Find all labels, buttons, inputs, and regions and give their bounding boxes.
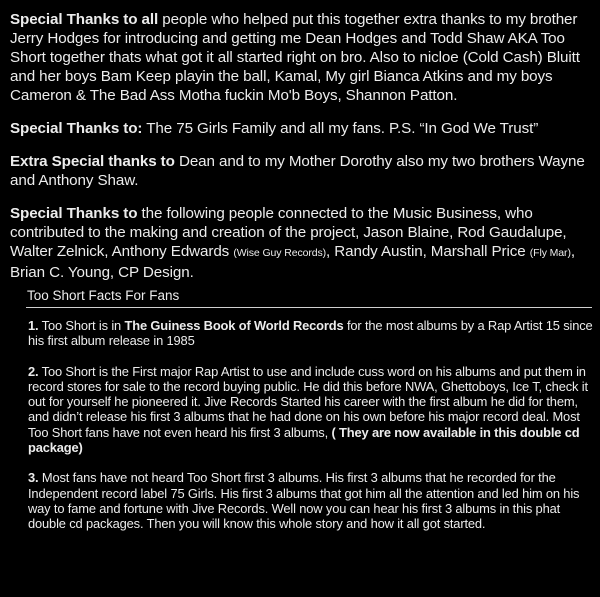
fact-number: 3. — [28, 470, 39, 486]
thanks-paragraph-4 — [10, 204, 592, 282]
thanks-heading: Extra Special thanks to — [10, 153, 175, 170]
fact-item-1 — [28, 318, 593, 349]
fact-item-3 — [28, 470, 593, 531]
thanks-text: , Brian C. Young, CP Design. — [10, 243, 575, 281]
thanks-text: Dean and to my Mother Dorothy also my two brothers Wayne and Anthony Shaw. — [10, 153, 585, 189]
fact-item-2 — [28, 364, 593, 456]
thanks-text: The 75 Girls Family and all my fans. P.S. “In God We Trust” — [142, 120, 539, 137]
fact-number: 2. — [28, 363, 39, 379]
fact-number: 1. — [28, 318, 39, 333]
facts-divider — [26, 307, 592, 308]
thanks-heading: Special Thanks to all — [10, 11, 159, 28]
thanks-text: the following people connected to the Music Business, who contributed to the making and creation of the project, Jason Blaine, Rod Gaudalupe, Walter Zelnick, Anthony Edwards — [10, 205, 567, 260]
fact-text: for the most albums by a Rap Artist 15 since his first album release in 1985 — [28, 318, 593, 349]
label-note: (Fly Mar) — [529, 247, 571, 259]
thanks-paragraph-3 — [10, 152, 592, 190]
facts-title: Too Short Facts For Fans — [27, 288, 180, 303]
thanks-text: , Randy Austin, Marshall Price — [326, 243, 530, 260]
thanks-text: people who helped put this together extra thanks to my brother Jerry Hodges for introducing and getting me Dean Hodges and Todd Shaw AKA Too Short together thats what got it all started right on bro. Also to nicloe (Cold Cash) Bluitt and her boys Bam Keep playin the ball, Kamal, My girl Bianca Atkins and my boys Cameron & The Bad Ass Motha fuckin Mo'b Boys, Shannon Patton. — [10, 11, 580, 104]
fact-emphasis: ( They are now available in this double cd package) — [28, 424, 580, 456]
fact-text: Too Short is in — [38, 318, 125, 333]
fact-text: Most fans have not heard Too Short first 3 albums. His first 3 albums that he recorded for the Independent record label 75 Girls. His first 3 albums that got him all the attention and led him on his way to fame and fortune with Jive Records. Well now you can hear his first 3 albums in this phat double cd packages. Then you will know this whole story and how it all got started. — [28, 470, 580, 532]
label-note: (Wise Guy Records) — [233, 247, 327, 259]
fact-text: Too Short is the First major Rap Artist to use and include cuss word on his albums and put them in record stores for sale to the record buying public. He did this before NWA, Ghettoboys, Ice T, check it out for yourself he pioneered it. Jive Records Started his career with the first album he did for them, and didn’t release his first 3 albums that he had done on his own before his major record deal. Most Too Short fans have not even heard his first 3 albums, — [28, 363, 588, 440]
thanks-paragraph-2 — [10, 119, 592, 138]
thanks-section — [10, 10, 592, 296]
facts-section — [28, 318, 593, 547]
thanks-paragraph-1 — [10, 10, 592, 105]
thanks-heading: Special Thanks to: — [10, 120, 143, 137]
fact-emphasis: The Guiness Book of World Records — [124, 318, 344, 333]
thanks-heading: Special Thanks to — [10, 205, 138, 222]
